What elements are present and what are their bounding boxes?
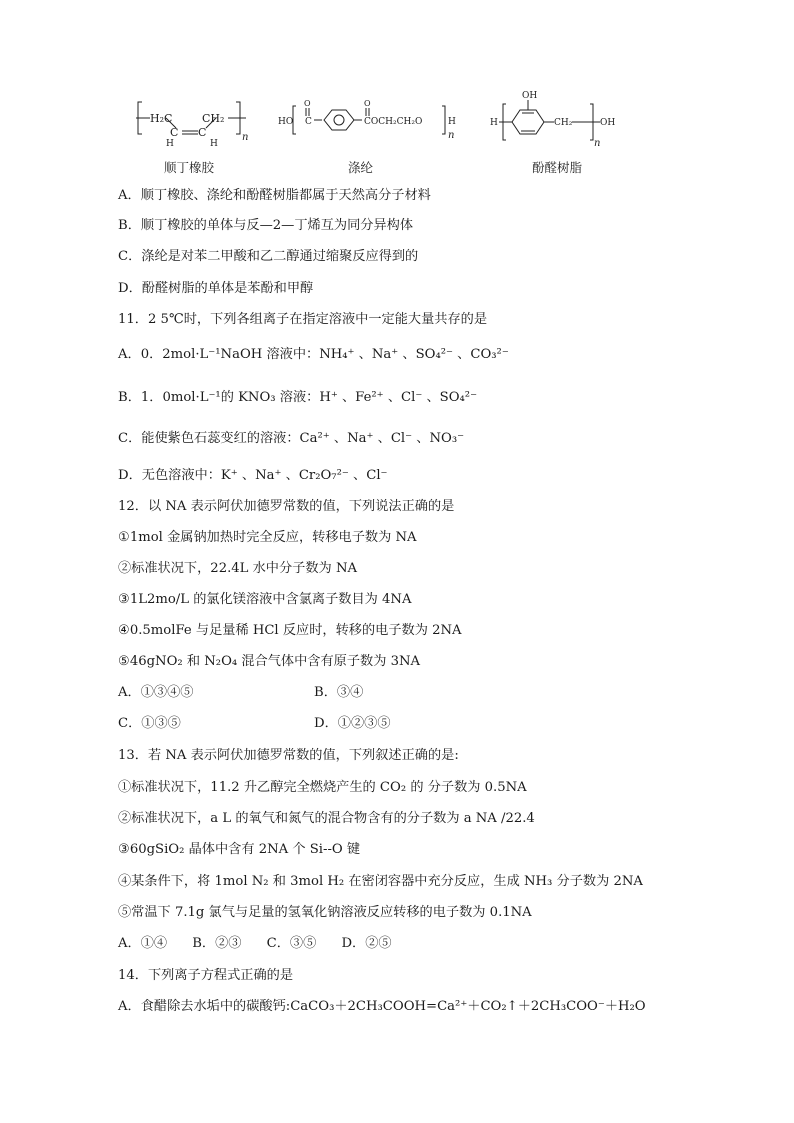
svg-text:n: n bbox=[448, 130, 455, 141]
q13-statement-3: ③60gSiO₂ 晶体中含有 2NA 个 Si--O 键 bbox=[118, 842, 361, 857]
svg-text:CH₂: CH₂ bbox=[202, 112, 225, 125]
q10-option-a: A．顺丁橡胶、涤纶和酚醛树脂都属于天然高分子材料 bbox=[118, 188, 431, 203]
svg-text:C: C bbox=[198, 126, 207, 139]
svg-text:n: n bbox=[594, 138, 601, 149]
q13-statement-4: ④某条件下，将 1mol N₂ 和 3mol H₂ 在密闭容器中充分反应，生成 NH₃ 分子数为 2NA bbox=[118, 874, 643, 889]
svg-text:OH: OH bbox=[600, 118, 616, 128]
q12-statement-4: ④0.5molFe 与足量稀 HCl 反应时，转移的电子数为 2NA bbox=[118, 623, 462, 638]
structure-caption: 顺丁橡胶 bbox=[164, 160, 215, 175]
q11-option-c: C．能使紫色石蕊变红的溶液：Ca²⁺ 、Na⁺ 、Cl⁻ 、NO₃⁻ bbox=[118, 431, 465, 446]
q11-stem: 11．2 5℃时，下列各组离子在指定溶液中一定能大量共存的是 bbox=[118, 312, 488, 327]
q11-option-d: D．无色溶液中：K⁺ 、Na⁺ 、Cr₂O₇²⁻ 、Cl⁻ bbox=[118, 468, 388, 483]
q11-option-b: B．1．0mol·L⁻¹的 KNO₃ 溶液：H⁺ 、Fe²⁺ 、Cl⁻ 、SO₄²⁻ bbox=[118, 390, 478, 405]
q10-option-c: C．涤纶是对苯二甲酸和乙二醇通过缩聚反应得到的 bbox=[118, 249, 419, 264]
q12-statement-3: ③1L2mo/L 的氯化镁溶液中含氯离子数目为 4NA bbox=[118, 592, 412, 607]
q11-option-a: A．0．2mol·L⁻¹NaOH 溶液中：NH₄⁺ 、Na⁺ 、SO₄²⁻ 、CO₃²⁻ bbox=[118, 347, 509, 362]
q12-option-d: D．①②③⑤ bbox=[314, 716, 391, 731]
q12-option-a: A．①③④⑤ bbox=[118, 685, 194, 700]
q10-option-b: B．顺丁橡胶的单体与反—2—丁烯互为同分异构体 bbox=[118, 218, 414, 233]
q10-option-d: D．酚醛树脂的单体是苯酚和甲醇 bbox=[118, 281, 314, 296]
structure-caption: 酚醛树脂 bbox=[532, 160, 583, 175]
svg-text:O: O bbox=[304, 99, 311, 108]
svg-text:COCH₂CH₂O: COCH₂CH₂O bbox=[364, 117, 423, 127]
q13-stem: 13．若 NA 表示阿伏加德罗常数的值，下列叙述正确的是: bbox=[118, 748, 459, 763]
phenolic-resin-structure-icon bbox=[490, 88, 620, 175]
svg-text:H: H bbox=[166, 139, 174, 146]
q13-statement-2: ②标准状况下，a L 的氧气和氮气的混合物含有的分子数为 a NA /22.4 bbox=[118, 811, 535, 826]
svg-text:H: H bbox=[210, 139, 218, 146]
q12-options-row-1 bbox=[118, 684, 518, 702]
polybutadiene-structure-icon bbox=[136, 88, 254, 175]
q12-statement-2: ②标准状况下，22.4L 水中分子数为 NA bbox=[118, 561, 358, 576]
svg-text:HO: HO bbox=[278, 117, 294, 127]
svg-text:OH: OH bbox=[522, 91, 538, 101]
q13-statement-5: ⑤常温下 7.1g 氯气与足量的氢氧化钠溶液反应转移的电子数为 0.1NA bbox=[118, 905, 532, 920]
q12-option-c: C．①③⑤ bbox=[118, 716, 181, 731]
q13-statement-1: ①标准状况下，11.2 升乙醇完全燃烧产生的 CO₂ 的 分子数为 0.5NA bbox=[118, 780, 527, 795]
svg-text:C: C bbox=[170, 126, 179, 139]
polyester-structure-icon bbox=[278, 88, 460, 175]
svg-text:H₂C: H₂C bbox=[150, 112, 173, 125]
q12-statement-5: ⑤46gNO₂ 和 N₂O₄ 混合气体中含有原子数为 3NA bbox=[118, 654, 421, 669]
svg-text:H: H bbox=[490, 118, 498, 128]
svg-text:n: n bbox=[242, 132, 249, 143]
q12-options-row-2 bbox=[118, 715, 518, 733]
q12-stem: 12．以 NA 表示阿伏加德罗常数的值，下列说法正确的是 bbox=[118, 499, 455, 514]
polymer-structures bbox=[118, 88, 638, 180]
q12-option-b: B．③④ bbox=[314, 685, 364, 700]
svg-text:C: C bbox=[305, 117, 312, 127]
svg-text:O: O bbox=[364, 99, 371, 108]
structure-caption: 涤纶 bbox=[348, 160, 374, 175]
q14-option-a: A．食醋除去水垢中的碳酸钙:CaCO₃＋2CH₃COOH=Ca²⁺＋CO₂↑＋2CH₃COO⁻＋H₂O bbox=[118, 999, 646, 1014]
q12-statement-1: ①1mol 金属钠加热时完全反应，转移电子数为 NA bbox=[118, 530, 417, 545]
svg-text:H: H bbox=[448, 117, 456, 127]
svg-text:CH₂: CH₂ bbox=[554, 118, 573, 128]
q14-stem: 14．下列离子方程式正确的是 bbox=[118, 968, 294, 983]
q13-options: A．①④ B．②③ C．③⑤ D．②⑤ bbox=[118, 936, 392, 951]
